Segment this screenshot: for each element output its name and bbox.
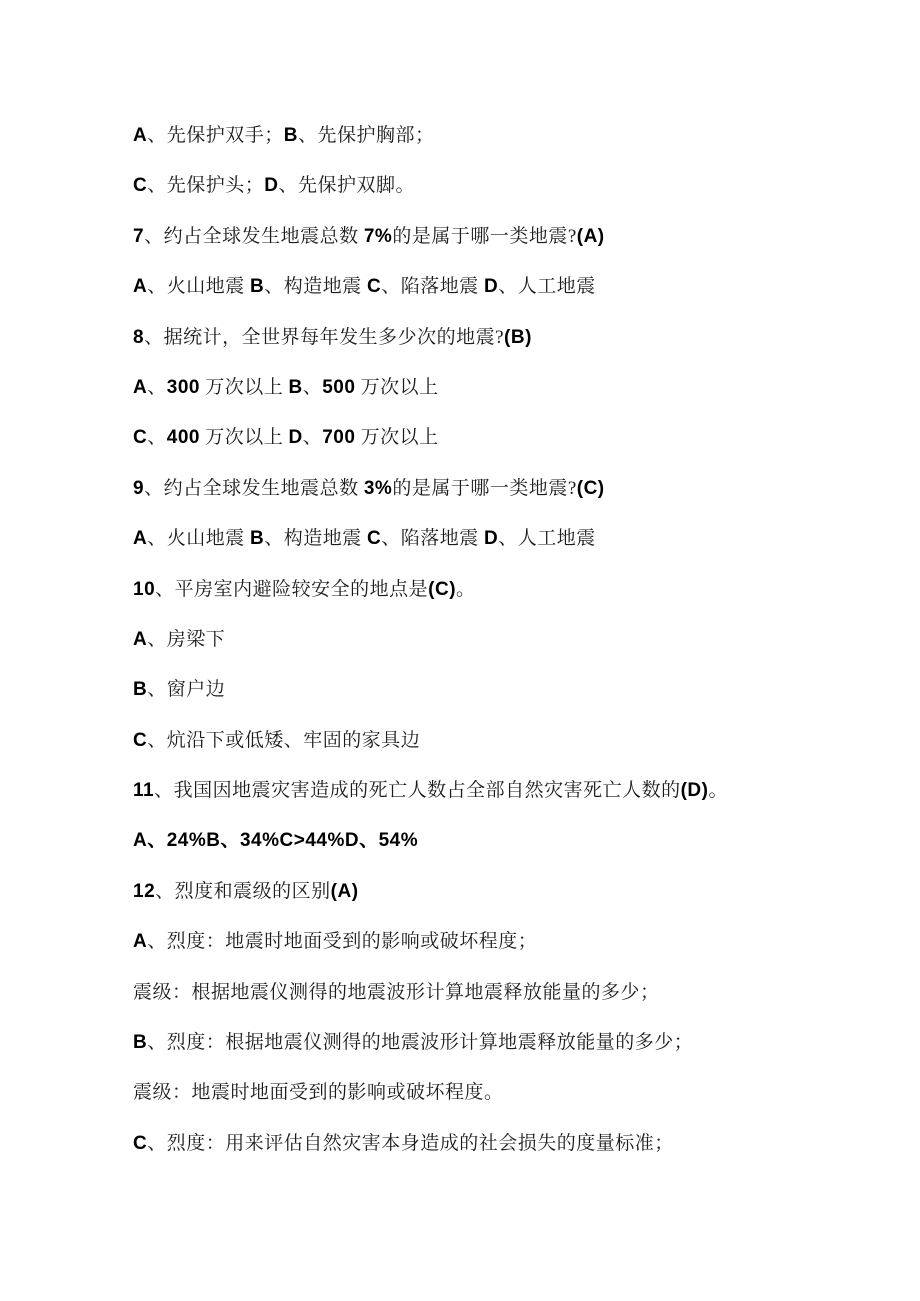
- text-line: [133, 313, 860, 363]
- text-line: [133, 262, 860, 312]
- bold-text-segment: 7%: [363, 225, 393, 247]
- text-segment: 、先保护胸部；: [297, 125, 435, 146]
- bold-text-segment: D: [264, 175, 279, 197]
- bold-text-segment: 9: [133, 477, 145, 499]
- text-segment: 、构造地震: [264, 276, 367, 298]
- bold-text-segment: A: [133, 276, 148, 298]
- text-segment: 万次以上: [355, 376, 439, 398]
- bold-text-segment: 500: [322, 376, 356, 398]
- bold-text-segment: D: [484, 276, 499, 298]
- text-segment: 、我国因地震灾害造成的死亡人数占全部自然灾害死亡人数的: [154, 780, 681, 802]
- bold-text-segment: (A): [330, 880, 359, 902]
- text-segment: 、烈度：用来评估自然灾害本身造成的社会损失的度量标准；: [147, 1132, 674, 1154]
- text-segment: 、人工地震: [498, 528, 596, 550]
- text-line: [133, 111, 860, 161]
- bold-text-segment: A: [133, 628, 148, 650]
- text-line: [133, 716, 860, 766]
- bold-text-segment: (C): [576, 477, 605, 499]
- text-segment: 万次以上: [199, 376, 289, 398]
- text-segment: 震级：根据地震仪测得的地震波形计算地震释放能量的多少；: [133, 981, 660, 1003]
- text-segment: 、烈度：地震时地面受到的影响或破坏程度；: [147, 931, 538, 953]
- text-line: [133, 161, 860, 211]
- text-line: [133, 363, 860, 413]
- bold-text-segment: B: [133, 1032, 148, 1054]
- bold-text-segment: 700: [322, 427, 356, 449]
- text-segment: 、烈度和震级的区别: [155, 880, 331, 902]
- text-segment: 。: [456, 578, 476, 600]
- bold-text-segment: 8: [133, 326, 145, 348]
- text-line: [133, 665, 860, 715]
- bold-text-segment: C: [133, 427, 148, 449]
- text-line: [133, 968, 860, 1018]
- text-segment: 震级：地震时地面受到的影响或破坏程度。: [133, 1082, 504, 1104]
- bold-text-segment: A: [133, 376, 148, 398]
- text-segment: 、平房室内避险较安全的地点是: [155, 578, 429, 600]
- text-line: [133, 565, 860, 615]
- bold-text-segment: B: [250, 276, 265, 298]
- bold-text-segment: A: [133, 931, 148, 953]
- text-line: [133, 464, 860, 514]
- bold-text-segment: 11: [133, 780, 155, 802]
- bold-text-segment: (C): [428, 578, 457, 600]
- bold-text-segment: B: [250, 528, 265, 550]
- text-segment: 的是属于哪一类地震?: [392, 477, 577, 499]
- bold-text-segment: D: [484, 528, 499, 550]
- bold-text-segment: D: [288, 427, 303, 449]
- text-segment: 、: [147, 427, 167, 449]
- text-segment: 、构造地震: [264, 528, 367, 550]
- bold-text-segment: C: [367, 528, 382, 550]
- bold-text-segment: C: [133, 729, 148, 751]
- text-line: [133, 1068, 860, 1118]
- text-line: [133, 867, 860, 917]
- text-segment: 、约占全球发生地震总数: [144, 225, 364, 247]
- text-segment: 、据统计，全世界每年发生多少次的地震?: [144, 326, 505, 348]
- text-segment: 、陷落地震: [381, 276, 484, 298]
- bold-text-segment: B: [288, 376, 303, 398]
- bold-text-segment: A: [133, 125, 148, 146]
- text-segment: 、: [147, 376, 167, 398]
- text-line: [133, 1018, 860, 1068]
- bold-text-segment: 10: [133, 578, 156, 600]
- text-segment: 、: [302, 376, 323, 398]
- text-segment: 、先保护双脚。: [278, 175, 415, 197]
- bold-text-segment: 3%: [363, 477, 393, 499]
- text-segment: 、火山地震: [147, 276, 250, 298]
- text-line: [133, 514, 860, 564]
- text-segment: 、房梁下: [147, 628, 226, 650]
- text-segment: 万次以上: [355, 427, 439, 449]
- text-segment: 、人工地震: [498, 276, 596, 298]
- text-segment: 万次以上: [199, 427, 289, 449]
- bold-text-segment: A: [133, 528, 148, 550]
- text-line: [133, 615, 860, 665]
- text-segment: 、先保护头；: [147, 175, 265, 197]
- bold-text-segment: C: [133, 1132, 148, 1154]
- bold-text-segment: (D): [680, 780, 709, 802]
- text-segment: 的是属于哪一类地震?: [392, 225, 577, 247]
- bold-text-segment: 300: [166, 376, 200, 398]
- bold-text-segment: C: [133, 175, 148, 197]
- bold-text-segment: (B): [504, 326, 532, 348]
- text-segment: 、炕沿下或低矮、牢固的家具边: [147, 729, 421, 751]
- text-segment: 、窗户边: [147, 679, 226, 701]
- text-segment: 、先保护双手；: [147, 125, 284, 146]
- text-line: [133, 1119, 860, 1169]
- bold-text-segment: A、24%B、34%C>44%D、54%: [133, 830, 419, 852]
- text-segment: 、烈度：根据地震仪测得的地震波形计算地震释放能量的多少；: [147, 1032, 694, 1054]
- text-line: [133, 212, 860, 262]
- bold-text-segment: C: [367, 276, 382, 298]
- bold-text-segment: B: [283, 125, 298, 146]
- bold-text-segment: 7: [133, 225, 145, 247]
- bold-text-segment: B: [133, 679, 148, 701]
- text-segment: 、约占全球发生地震总数: [144, 477, 364, 499]
- text-line: [133, 917, 860, 967]
- text-segment: 、陷落地震: [381, 528, 484, 550]
- text-line: [133, 413, 860, 463]
- bold-text-segment: 12: [133, 880, 156, 902]
- bold-text-segment: (A): [576, 225, 605, 247]
- text-line: [133, 816, 860, 866]
- document-body: [133, 111, 860, 1169]
- text-segment: 。: [708, 780, 729, 802]
- text-segment: 、: [302, 427, 323, 449]
- text-line: [133, 766, 860, 816]
- text-segment: 、火山地震: [147, 528, 250, 550]
- bold-text-segment: 400: [166, 427, 200, 449]
